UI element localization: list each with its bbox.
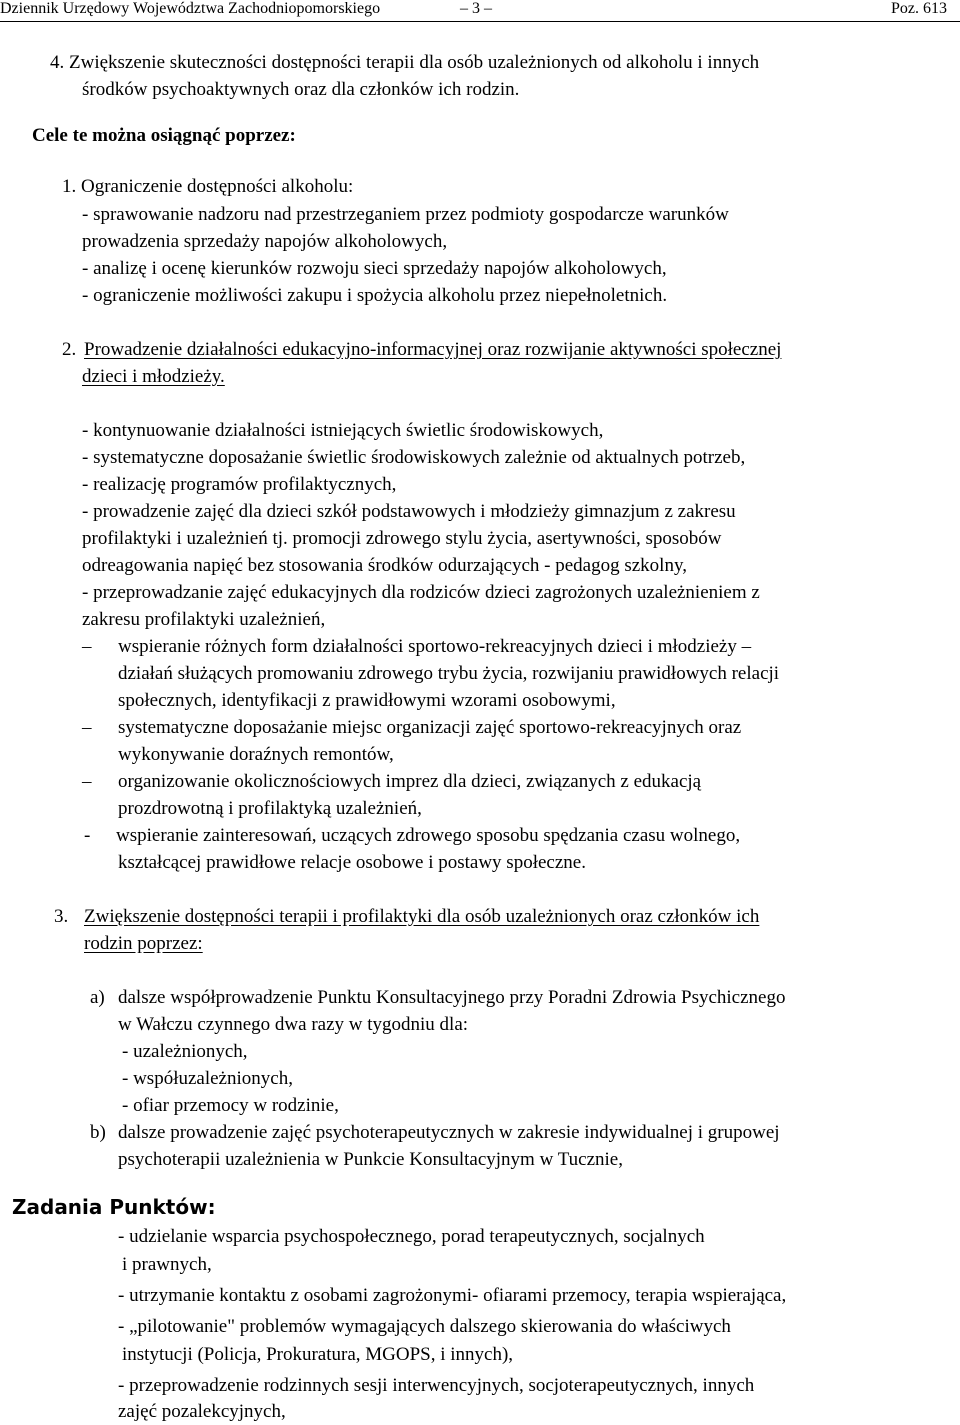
text-line: 1. Ograniczenie dostępności alkoholu: bbox=[62, 176, 354, 197]
text-line: instytucji (Policja, Prokuratura, MGOPS, i innych), bbox=[122, 1344, 514, 1365]
text-line: - współuzależnionych, bbox=[122, 1068, 293, 1089]
dash-marker: – bbox=[82, 771, 92, 792]
list-letter: b) bbox=[90, 1122, 106, 1143]
text-line: Prowadzenie działalności edukacyjno-informacyjnej oraz rozwijanie aktywności społecznej bbox=[84, 339, 782, 360]
text-line: - ofiar przemocy w rodzinie, bbox=[122, 1095, 339, 1116]
position-number: Poz. 613 bbox=[891, 0, 947, 17]
text-line: kształcącej prawidłowe relacje osobowe i postawy społeczne. bbox=[118, 852, 586, 873]
text-line: - uzależnionych, bbox=[122, 1041, 248, 1062]
text-line: rodzin poprzez: bbox=[84, 933, 203, 954]
dash-marker: – bbox=[82, 717, 92, 738]
text-line: - udzielanie wsparcia psychospołecznego, porad terapeutycznych, socjalnych bbox=[118, 1226, 705, 1247]
text-line: i prawnych, bbox=[122, 1254, 212, 1275]
text-line: zakresu profilaktyki uzależnień, bbox=[82, 609, 326, 630]
text-line: dalsze prowadzenie zajęć psychoterapeutycznych w zakresie indywidualnej i grupowej bbox=[118, 1122, 780, 1143]
list-number: 3. bbox=[54, 906, 69, 927]
section-heading: Zadania Punktów: bbox=[12, 1195, 216, 1219]
text-line: psychoterapii uzależnienia w Punkcie Konsultacyjnym w Tucznie, bbox=[118, 1149, 623, 1170]
text-line: - analizę i ocenę kierunków rozwoju sieci sprzedaży napojów alkoholowych, bbox=[82, 258, 667, 279]
text-line: profilaktyki i uzależnień tj. promocji zdrowego stylu życia, asertywności, sposobów bbox=[82, 528, 722, 549]
text-line: wspieranie zainteresowań, uczących zdrowego sposobu spędzania czasu wolnego, bbox=[116, 825, 741, 846]
text-line: systematyczne doposażanie miejsc organizacji zajęć sportowo-rekreacyjnych oraz bbox=[118, 717, 742, 738]
text-line: prowadzenia sprzedaży napojów alkoholowych, bbox=[82, 231, 448, 252]
text-line: 4. Zwiększenie skuteczności dostępności terapii dla osób uzależnionych od alkoholu i innych bbox=[50, 52, 760, 73]
text-line: środków psychoaktywnych oraz dla członków ich rodzin. bbox=[82, 79, 520, 100]
text-line: - realizację programów profilaktycznych, bbox=[82, 474, 397, 495]
text-line: Zwiększenie dostępności terapii i profilaktyki dla osób uzależnionych oraz członków ich bbox=[84, 906, 760, 927]
text-line: dalsze współprowadzenie Punktu Konsultacyjnego przy Poradni Zdrowia Psychicznego bbox=[118, 987, 786, 1008]
text-line: - utrzymanie kontaktu z osobami zagrożonymi- ofiarami przemocy, terapia wspierająca, bbox=[118, 1285, 787, 1306]
text-line: - kontynuowanie działalności istniejących świetlic środowiskowych, bbox=[82, 420, 604, 441]
dash-marker: – bbox=[82, 636, 92, 657]
text-line: działań służących promowaniu zdrowego trybu życia, rozwijaniu prawidłowych relacji bbox=[118, 663, 780, 684]
text-line: - prowadzenie zajęć dla dzieci szkół podstawowych i młodzieży gimnazjum z zakresu bbox=[82, 501, 736, 522]
text-line: - przeprowadzanie zajęć edukacyjnych dla rodziców dzieci zagrożonych uzależnieniem z bbox=[82, 582, 760, 603]
text-line: społecznych, identyfikacji z prawidłowymi wzorami osobowymi, bbox=[118, 690, 616, 711]
text-line: organizowanie okolicznościowych imprez dla dzieci, związanych z edukacją bbox=[118, 771, 702, 792]
text-line: - ograniczenie możliwości zakupu i spożycia alkoholu przez niepełnoletnich. bbox=[82, 285, 668, 306]
page-number: – 3 – bbox=[460, 0, 492, 17]
text-line: - przeprowadzenie rodzinnych sesji interwencyjnych, socjoterapeutycznych, innych bbox=[118, 1375, 755, 1396]
list-letter: a) bbox=[90, 987, 105, 1008]
dash-marker: - bbox=[84, 825, 91, 846]
list-number: 2. bbox=[62, 339, 77, 360]
text-line: - sprawowanie nadzoru nad przestrzeganiem przez podmioty gospodarcze warunków bbox=[82, 204, 729, 225]
section-heading: Cele te można osiągnąć poprzez: bbox=[32, 125, 296, 146]
text-line: dzieci i młodzieży. bbox=[82, 366, 225, 387]
text-line: prozdrowotną i profilaktyką uzależnień, bbox=[118, 798, 422, 819]
text-line: - systematyczne doposażanie świetlic środowiskowych zależnie od aktualnych potrzeb, bbox=[82, 447, 746, 468]
text-line: zajęć pozalekcyjnych, bbox=[118, 1401, 286, 1422]
text-line: odreagowania napięć bez stosowania środków odurzających - pedagog szkolny, bbox=[82, 555, 687, 576]
text-line: wspieranie różnych form działalności sportowo-rekreacyjnych dzieci i młodzieży – bbox=[118, 636, 752, 657]
text-line: wykonywanie doraźnych remontów, bbox=[118, 744, 394, 765]
header-rule bbox=[0, 21, 960, 22]
text-line: - „pilotowanie" problemów wymagających dalszego skierowania do właściwych bbox=[118, 1316, 731, 1337]
text-line: w Wałczu czynnego dwa razy w tygodniu dla: bbox=[118, 1014, 469, 1035]
journal-title: Dziennik Urzędowy Województwa Zachodniopomorskiego bbox=[0, 0, 381, 17]
